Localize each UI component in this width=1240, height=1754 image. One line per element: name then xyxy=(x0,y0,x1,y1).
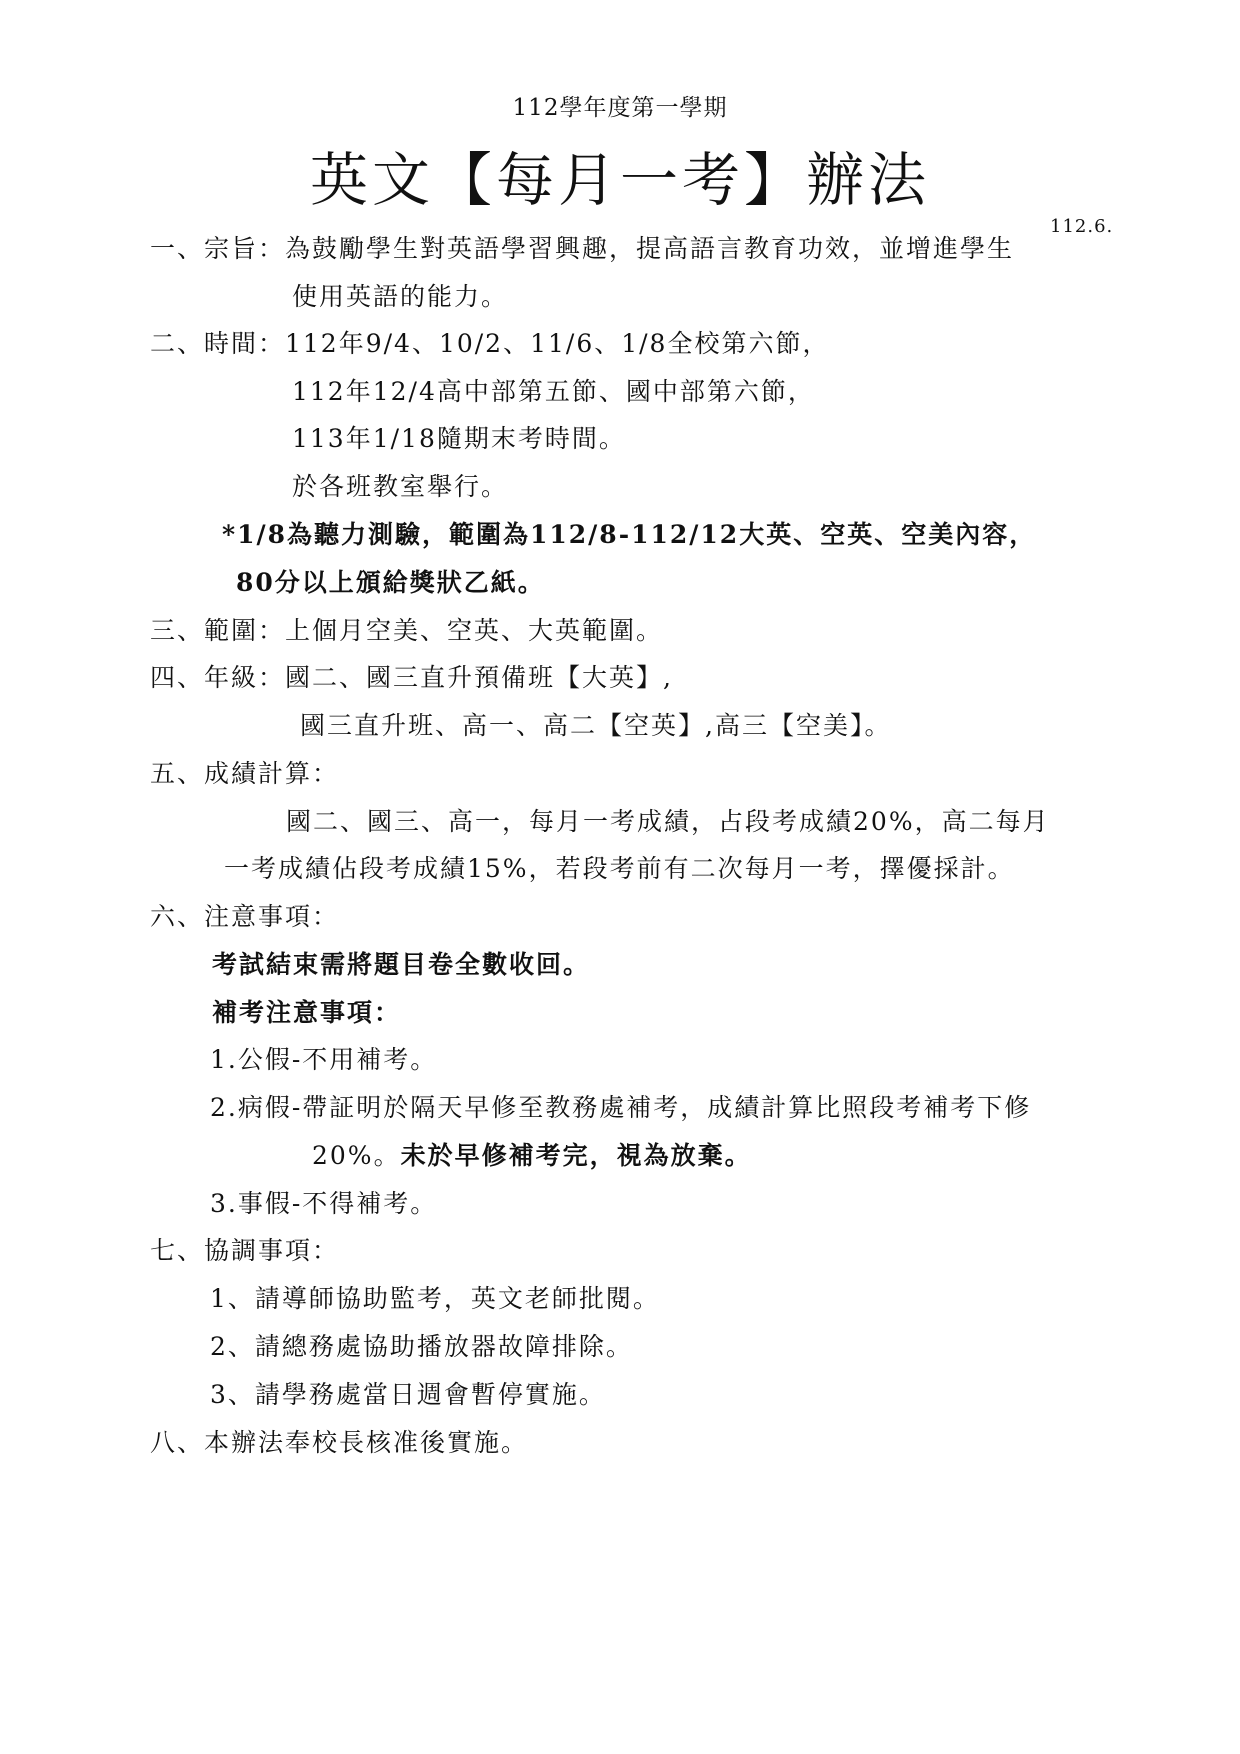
makeup-item-2-forfeit: 未於早修補考完，視為放棄。 xyxy=(400,1141,752,1170)
section-3-scope: 三、範圍：上個月空美、空英、大英範圍。 xyxy=(150,616,664,645)
section-2-time-line-2: 112年12/4高中部第五節、國中部第六節， xyxy=(292,377,815,406)
section-5-grading-line-1: 國二、國三、高一，每月一考成績，占段考成績20%，高二每月 xyxy=(286,807,1050,836)
section-5-grading-line-2: 一考成績佔段考成績15%，若段考前有二次每月一考，擇優採計。 xyxy=(224,854,1015,883)
section-4-grade-cont: 國三直升班、高一、高二【空英】,高三【空美】。 xyxy=(300,711,892,740)
listening-test-note: *1/8為聽力測驗，範圍為112/8-112/12大英、空英、空美內容， xyxy=(222,520,1037,549)
page-title: 英文【每月一考】辦法 xyxy=(309,146,930,214)
makeup-item-2-cont xyxy=(312,1139,752,1173)
section-8-enforcement: 八、本辦法奉校長核准後實施。 xyxy=(150,1428,529,1457)
makeup-exam-heading: 補考注意事項： xyxy=(212,998,402,1027)
section-2-time-line-4: 於各班教室舉行。 xyxy=(292,472,509,501)
section-1-purpose: 一、宗旨：為鼓勵學生對英語學習興趣，提高語言教育功效，並增進學生 xyxy=(150,234,1015,263)
makeup-item-1: 1.公假-不用補考。 xyxy=(210,1045,438,1074)
section-6-notes: 六、注意事項： xyxy=(150,902,340,931)
notes-collect-papers: 考試結束需將題目卷全數收回。 xyxy=(212,950,591,979)
coordination-item-2: 2、請總務處協助播放器故障排除。 xyxy=(210,1332,633,1361)
section-2-time: 二、時間：112年9/4、10/2、11/6、1/8全校第六節， xyxy=(150,329,830,358)
listening-test-award: 80分以上頒給獎狀乙紙。 xyxy=(236,568,545,597)
coordination-item-1: 1、請導師協助監考，英文老師批閱。 xyxy=(210,1284,660,1313)
makeup-item-2-percent: 20%。 xyxy=(312,1141,401,1170)
section-5-grading: 五、成績計算： xyxy=(150,759,340,788)
section-4-grade: 四、年級：國二、國三直升預備班【大英】, xyxy=(150,663,673,692)
document-date: 112.6. xyxy=(1050,216,1114,237)
section-2-time-line-3: 113年1/18隨期末考時間。 xyxy=(292,424,626,453)
makeup-item-3: 3.事假-不得補考。 xyxy=(210,1189,438,1218)
semester-subtitle: 112學年度第一學期 xyxy=(512,95,728,121)
makeup-item-2: 2.病假-帶証明於隔天早修至教務處補考，成績計算比照段考補考下修 xyxy=(210,1093,1032,1122)
section-1-purpose-cont: 使用英語的能力。 xyxy=(292,282,509,311)
section-7-coordination: 七、協調事項： xyxy=(150,1236,340,1265)
coordination-item-3: 3、請學務處當日週會暫停實施。 xyxy=(210,1380,606,1409)
